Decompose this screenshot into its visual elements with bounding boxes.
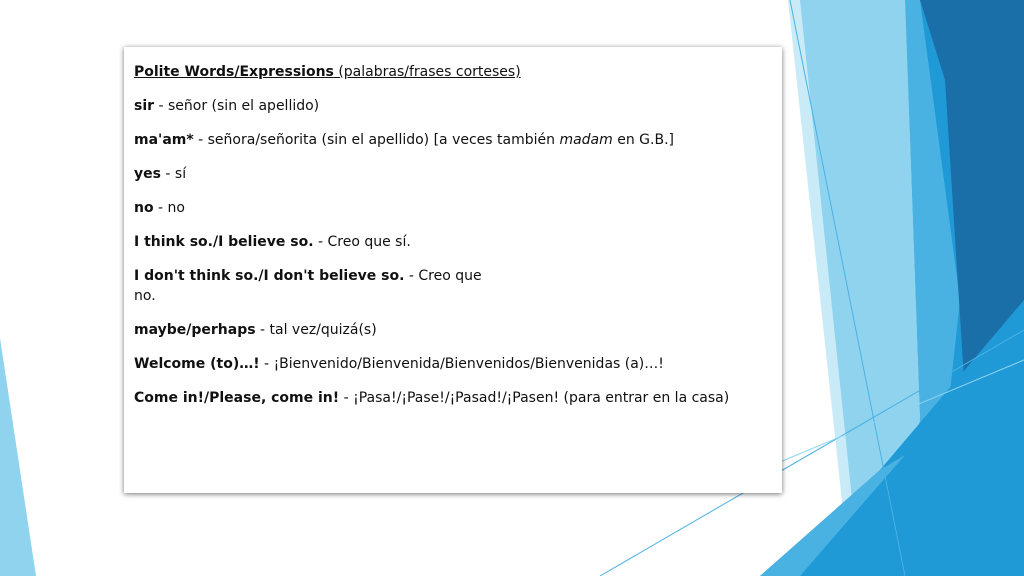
entry-sir: [134, 96, 782, 116]
entry-gloss: ¡Pasa!/¡Pase!/¡Pasad!/¡Pasen! (para entrar en la casa): [353, 390, 730, 406]
entry-separator: -: [153, 200, 168, 216]
entry-welcome: [134, 354, 782, 374]
entry-gloss: [208, 132, 674, 148]
card-title-rest: (palabras/frases corteses): [333, 64, 521, 80]
entry-maam: [134, 130, 782, 150]
entry-separator: -: [255, 322, 270, 338]
entry-gloss: Creo que: [418, 268, 482, 284]
entry-separator: -: [313, 234, 328, 250]
entry-term: I don't think so./I don't believe so.: [134, 268, 405, 284]
entry-yes: [134, 164, 782, 184]
vocabulary-card: [124, 47, 782, 493]
entry-term: I think so./I believe so.: [134, 234, 314, 250]
entry-gloss-after: en G.B.]: [612, 132, 674, 148]
entry-term: Come in!/Please, come in!: [134, 390, 340, 406]
entry-term: sir: [134, 98, 155, 114]
entry-gloss-italic: madam: [559, 132, 613, 148]
entry-term: maybe/perhaps: [134, 322, 256, 338]
card-title: [134, 62, 782, 82]
entry-i-dont-think-so: [134, 266, 782, 306]
entry-term: no: [134, 200, 154, 216]
entry-term: Welcome (to)…!: [134, 356, 260, 372]
entry-i-think-so: [134, 232, 782, 252]
entry-gloss-line2: no.: [134, 288, 156, 304]
entry-gloss: tal vez/quizá(s): [269, 322, 377, 338]
entry-separator: -: [339, 390, 354, 406]
card-title-bold: Polite Words/Expressions: [134, 64, 334, 80]
entry-gloss: Creo que sí.: [327, 234, 411, 250]
entry-come-in: [134, 388, 782, 408]
entry-separator: -: [160, 166, 175, 182]
entry-gloss: no: [167, 200, 185, 216]
entry-separator: -: [259, 356, 274, 372]
entry-gloss: sí: [174, 166, 187, 182]
entry-separator: -: [154, 98, 168, 114]
entry-separator: -: [404, 268, 419, 284]
entry-term: ma'am*: [134, 132, 194, 148]
entry-gloss: ¡Bienvenido/Bienvenida/Bienvenidos/Bienvenidas (a)…!: [273, 356, 664, 372]
entry-no: [134, 198, 782, 218]
left-accent-shape: [0, 338, 36, 576]
entry-separator: -: [193, 132, 208, 148]
entry-gloss-before: señora/señorita (sin el apellido) [a veces también: [207, 132, 560, 148]
entry-term: yes: [134, 166, 161, 182]
entry-gloss: señor (sin el apellido): [168, 98, 320, 114]
entry-maybe-perhaps: [134, 320, 782, 340]
